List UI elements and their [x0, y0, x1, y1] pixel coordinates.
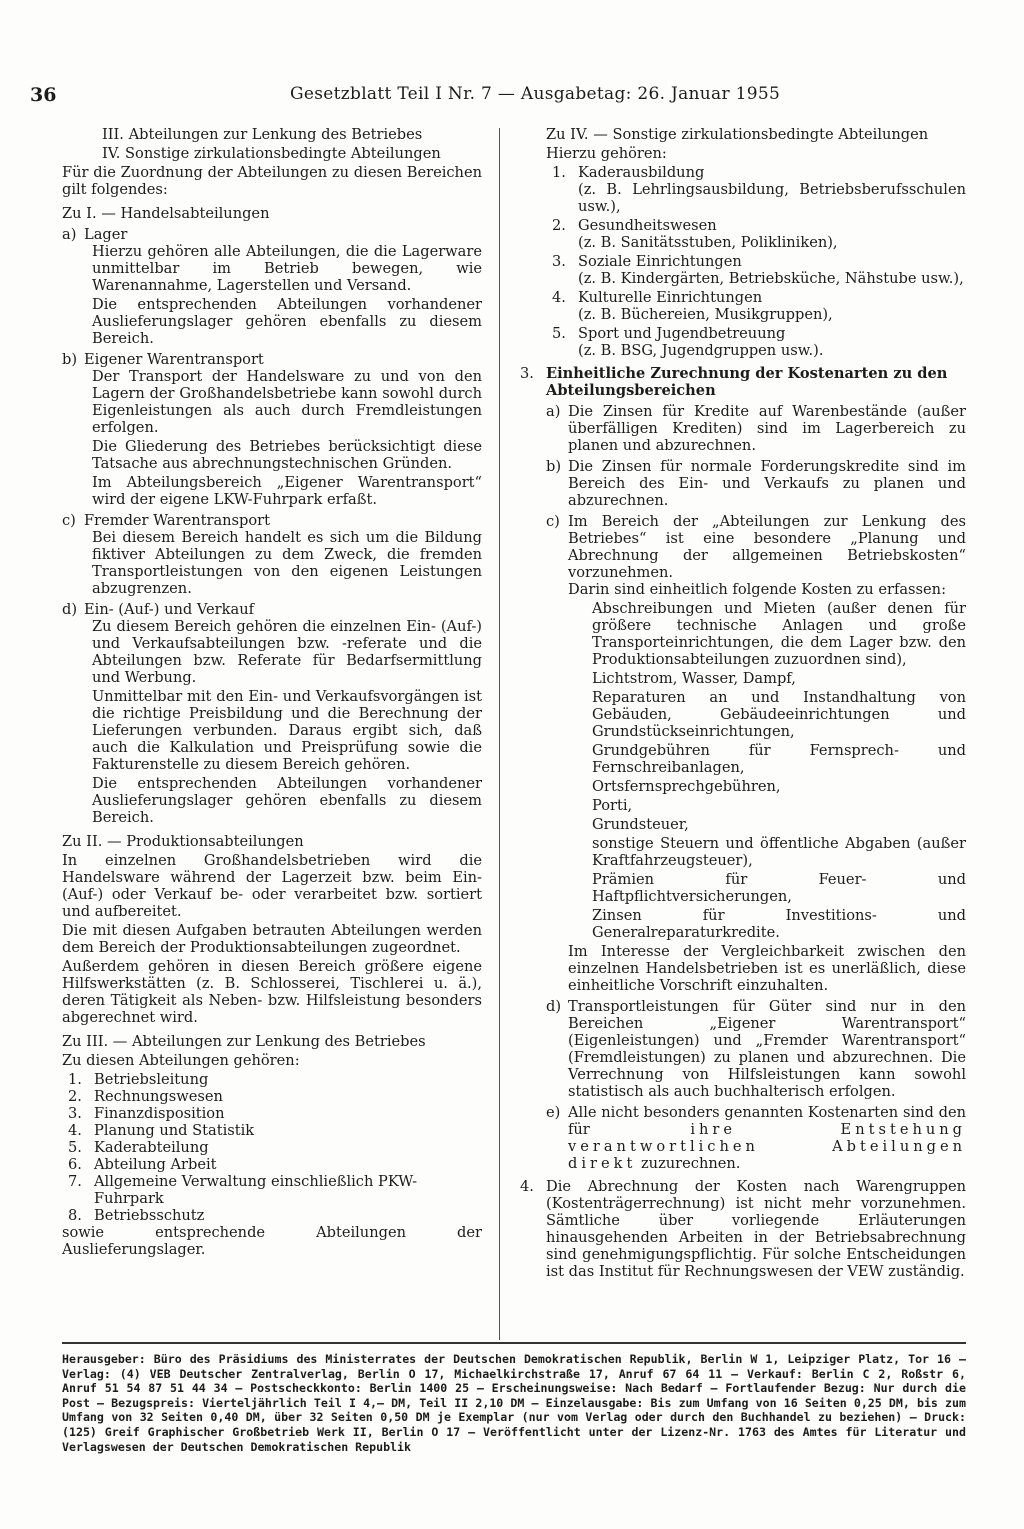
cost-item: Prämien für Feuer- und Haftpflichtversicherungen,	[592, 871, 966, 905]
list-item	[68, 1173, 482, 1207]
item-label: e)	[546, 1104, 561, 1121]
heading-iii: III. Abteilungen zur Lenkung des Betriebes	[102, 126, 423, 143]
iv-intro: Hierzu gehören:	[546, 145, 667, 162]
cost-item: Reparaturen an und Instandhaltung von Gebäuden, Gebäudeeinrichtungen und Grundstückseinrichtungen,	[592, 689, 966, 740]
cost-item: Grundgebühren für Fernsprech- und Fernschreibanlagen,	[592, 742, 966, 776]
item-label: a)	[62, 226, 77, 243]
item-label: d)	[546, 998, 562, 1015]
e-text-start: Alle nicht besonders genannten Kostenarten sind den für	[568, 1104, 966, 1138]
item-number: 7.	[68, 1173, 82, 1190]
section-number: 4.	[520, 1178, 534, 1195]
list-item	[68, 1071, 482, 1088]
item-a	[546, 403, 966, 454]
item-label: c)	[546, 513, 560, 530]
section-zu-i: Zu I. — Handelsabteilungen	[62, 205, 270, 222]
paragraph: Die mit diesen Aufgaben betrauten Abteilungen werden dem Bereich der Produktionsabteilungen zugeordnet.	[62, 922, 482, 956]
item-title: Lager	[84, 226, 128, 243]
section-zu-iv: Zu IV. — Sonstige zirkulationsbedingte Abteilungen	[546, 126, 929, 143]
item-e	[546, 1104, 966, 1172]
item-number: 3.	[552, 253, 566, 270]
iv-list	[520, 164, 966, 359]
iii-list	[62, 1071, 482, 1224]
item-text: Abteilung Arbeit	[94, 1156, 217, 1173]
item-sub: (z. B. Lehrlingsausbildung, Betriebsberufsschulen usw.),	[578, 181, 966, 215]
section-title: Einheitliche Zurechnung der Kostenarten zu den Abteilungsbereichen	[546, 365, 948, 399]
section-3	[520, 365, 966, 399]
e-text-end: zuzurechnen.	[640, 1155, 741, 1172]
section-zu-iii: Zu III. — Abteilungen zur Lenkung des Betriebes	[62, 1033, 426, 1050]
paragraph: Außerdem gehören in diesen Bereich größere eigene Hilfswerkstätten (z. B. Schlosserei, Tischlerei u. ä.), deren Tätigkeit als Neben- bzw. Hilfsleistung besonders abgerechnet wird.	[62, 958, 482, 1026]
c-intro: Darin sind einheitlich folgende Kosten zu erfassen:	[568, 581, 946, 598]
cost-item: Lichtstrom, Wasser, Dampf,	[592, 670, 796, 687]
item-sub: (z. B. Büchereien, Musikgruppen),	[578, 306, 833, 323]
list-item	[68, 1139, 482, 1156]
item-number: 5.	[552, 325, 566, 342]
paragraph: Im Abteilungsbereich „Eigener Warentransport“ wird der eigene LKW-Fuhrpark erfaßt.	[92, 474, 482, 508]
item-c	[546, 513, 966, 581]
intro-paragraph: Für die Zuordnung der Abteilungen zu diesen Bereichen gilt folgendes:	[62, 164, 482, 198]
list-item	[552, 217, 966, 234]
item-label: d)	[62, 601, 78, 618]
paragraph: In einzelnen Großhandelsbetrieben wird die Handelsware während der Lagerzeit bzw. beim Ein- (Auf-) oder Verkauf be- oder verarbeitet bzw. sortiert und aufbereitet.	[62, 852, 482, 920]
paragraph: Der Transport der Handelsware zu und von den Lagern der Großhandelsbetriebe kann sowohl durch Eigenleistungen als auch durch Fremdleistungen erfolgen.	[92, 368, 482, 436]
item-number: 1.	[68, 1071, 82, 1088]
heading-iv: IV. Sonstige zirkulationsbedingte Abteilungen	[102, 145, 441, 162]
item-label: b)	[546, 458, 562, 475]
item-sub: (z. B. Sanitätsstuben, Polikliniken),	[578, 234, 838, 251]
list-item	[552, 253, 966, 270]
item-text: Die Zinsen für normale Forderungskredite sind im Bereich des Ein- und Verkaufs zu planen und abzurechnen.	[568, 458, 966, 509]
item-sub: (z. B. BSG, Jugendgruppen usw.).	[578, 342, 824, 359]
page-number: 36	[30, 84, 57, 106]
item-label: b)	[62, 351, 78, 368]
item-text: Kaderausbildung	[578, 164, 705, 181]
item-text: Finanzdisposition	[94, 1105, 225, 1122]
cost-item: Ortsfernsprechgebühren,	[592, 778, 781, 795]
cost-item: Zinsen für Investitions- und Generalreparaturkredite.	[592, 907, 966, 941]
cost-item: sonstige Steuern und öffentliche Abgaben (außer Kraftfahrzeugsteuer),	[592, 835, 966, 869]
item-number: 1.	[552, 164, 566, 181]
item-c-fremder	[62, 512, 482, 529]
list-item	[68, 1207, 482, 1224]
paragraph: Unmittelbar mit den Ein- und Verkaufsvorgängen ist die richtige Preisbildung und die Berechnung der Lieferungen verbunden. Daraus ergibt sich, daß auch die Kalkulation und Preisprüfung sowie die Fakturenstelle zu diesem Bereich gehören.	[92, 688, 482, 773]
imprint-footer: Herausgeber: Büro des Präsidiums des Ministerrates der Deutschen Demokratischen Republik, Berlin W 1, Leipziger Platz, Tor 16 — Verlag: (4) VEB Deutscher Zentralverlag, Berlin O 17, Michaelkirchstraße 17, Anruf 67 64 11 — Verkauf: Berlin C 2, Roßstr 6, Anruf 51 54 87 51 44 34 — Postscheckkonto: Berlin 1400 25 — Erscheinungsweise: Nach Bedarf — Fortlaufender Bezug: Nur durch die Post — Bezugspreis: Vierteljährlich Teil I 4,— DM, Teil II 2,10 DM — Einzelausgabe: Bis zum Umfang von 16 Seiten 0,25 DM, bis zum Umfang von 32 Seiten 0,40 DM, über 32 Seiten 0,50 DM je Exemplar (nur vom Verlag oder durch den Buchhandel zu beziehen) — Druck: (125) Greif Graphischer Großbetrieb Werk II, Berlin O 17 — Veröffentlicht unter der Lizenz-Nr. 1763 des Amtes für Literatur und Verlagswesen der Deutschen Demokratischen Republik	[62, 1352, 966, 1454]
item-number: 8.	[68, 1207, 82, 1224]
item-text: Kulturelle Einrichtungen	[578, 289, 763, 306]
item-number: 4.	[68, 1122, 82, 1139]
item-text: Im Bereich der „Abteilungen zur Lenkung des Betriebes“ ist eine besondere „Planung und Abrechnung der allgemeinen Betriebskosten“ vorzunehmen.	[568, 513, 966, 581]
paragraph: Hierzu gehören alle Abteilungen, die die Lagerware unmittelbar im Betrieb bewegen, wie Warenannahme, Lagerstellen und Versand.	[92, 243, 482, 294]
item-a-lager	[62, 226, 482, 243]
item-text: Betriebsleitung	[94, 1071, 209, 1088]
item-d-verkauf	[62, 601, 482, 618]
item-text: Allgemeine Verwaltung einschließlich PKW-Fuhrpark	[94, 1173, 418, 1207]
section-4	[520, 1178, 966, 1280]
column-divider	[499, 128, 500, 1340]
item-number: 3.	[68, 1105, 82, 1122]
list-item	[68, 1156, 482, 1173]
cost-list	[546, 600, 966, 941]
item-text: Betriebsschutz	[94, 1207, 205, 1224]
item-label: a)	[546, 403, 561, 420]
cost-item: Porti,	[592, 797, 633, 814]
e-text-spaced: ihre Entstehung verantwortlichen Abteilungen direkt	[568, 1121, 966, 1172]
item-label: c)	[62, 512, 76, 529]
item-text: Kaderabteilung	[94, 1139, 209, 1156]
c-outro: Im Interesse der Vergleichbarkeit zwischen den einzelnen Handelsbetrieben ist es unerläßlich, diese einheitliche Vorschrift einzuhalten.	[568, 943, 966, 994]
paragraph: Zu diesem Bereich gehören die einzelnen Ein- (Auf-) und Verkaufsabteilungen bzw. -referate und die Abteilungen bzw. Referate für Bedarfsermittlung und Werbung.	[92, 618, 482, 686]
item-sub: (z. B. Kindergärten, Betriebsküche, Nähstube usw.),	[578, 270, 964, 287]
item-text: Rechnungswesen	[94, 1088, 223, 1105]
item-number: 6.	[68, 1156, 82, 1173]
item-number: 2.	[552, 217, 566, 234]
item-text: Gesundheitswesen	[578, 217, 717, 234]
list-item	[552, 289, 966, 306]
cost-item: Abschreibungen und Mieten (außer denen für größere technische Anlagen und große Transporteinrichtungen, die dem Lager bzw. den Produktionsabteilungen zuzuordnen sind),	[592, 600, 966, 668]
paragraph: Die Gliederung des Betriebes berücksichtigt diese Tatsache aus abrechnungstechnischen Gründen.	[92, 438, 482, 472]
section-3-items	[520, 403, 966, 1172]
list-item	[68, 1088, 482, 1105]
paragraph: Die entsprechenden Abteilungen vorhandener Auslieferungslager gehören ebenfalls zu diesem Bereich.	[92, 775, 482, 826]
left-column	[62, 126, 482, 1260]
item-b-transport	[62, 351, 482, 368]
list-item	[552, 164, 966, 181]
footer-rule	[62, 1342, 966, 1344]
item-number: 4.	[552, 289, 566, 306]
item-d	[546, 998, 966, 1100]
section-number: 3.	[520, 365, 534, 382]
paragraph: Bei diesem Bereich handelt es sich um die Bildung fiktiver Abteilungen zu dem Zweck, die fremden Transportleistungen von den eigenen Leistungen abzugrenzen.	[92, 529, 482, 597]
list-item	[68, 1122, 482, 1139]
list-item	[552, 325, 966, 342]
paragraph: Die entsprechenden Abteilungen vorhandener Auslieferungslager gehören ebenfalls zu diesem Bereich.	[92, 296, 482, 347]
item-number: 5.	[68, 1139, 82, 1156]
item-title: Eigener Warentransport	[84, 351, 264, 368]
item-text: Die Zinsen für Kredite auf Warenbestände (außer überfälligen Krediten) sind im Lagerbereich zu planen und abzurechnen.	[568, 403, 966, 454]
page-header	[28, 84, 968, 110]
header-title: Gesetzblatt Teil I Nr. 7 — Ausgabetag: 26. Januar 1955	[290, 84, 781, 104]
item-number: 2.	[68, 1088, 82, 1105]
item-text	[568, 1104, 966, 1172]
item-text: Transportleistungen für Güter sind nur in den Bereichen „Eigener Warentransport“ (Eigenleistungen) und „Fremder Warentransport“ (Fremdleistungen) zu planen und abzurechnen. Die Verrechnung von Hilfsleistungen kann sowohl statistisch als auch buchhalterisch erfolgen.	[568, 998, 966, 1100]
item-title: Fremder Warentransport	[84, 512, 271, 529]
right-column	[520, 126, 966, 1280]
list-item	[68, 1105, 482, 1122]
iii-outro: sowie entsprechende Abteilungen der Auslieferungslager.	[62, 1224, 482, 1258]
item-text: Planung und Statistik	[94, 1122, 255, 1139]
iii-intro: Zu diesen Abteilungen gehören:	[62, 1052, 300, 1069]
cost-item: Grundsteuer,	[592, 816, 689, 833]
item-text: Soziale Einrichtungen	[578, 253, 742, 270]
item-text: Sport und Jugendbetreuung	[578, 325, 786, 342]
item-title: Ein- (Auf-) und Verkauf	[84, 601, 255, 618]
section-text: Die Abrechnung der Kosten nach Warengruppen (Kostenträgerrechnung) ist nicht mehr vorzunehmen. Sämtliche über vorliegende Erläuterungen hinausgehenden Arbeiten in der Betriebsabrechnung sind genehmigungspflichtig. Für solche Entscheidungen ist das Institut für Rechnungswesen der VEW zuständig.	[546, 1178, 966, 1280]
section-zu-ii: Zu II. — Produktionsabteilungen	[62, 833, 304, 850]
item-b	[546, 458, 966, 509]
